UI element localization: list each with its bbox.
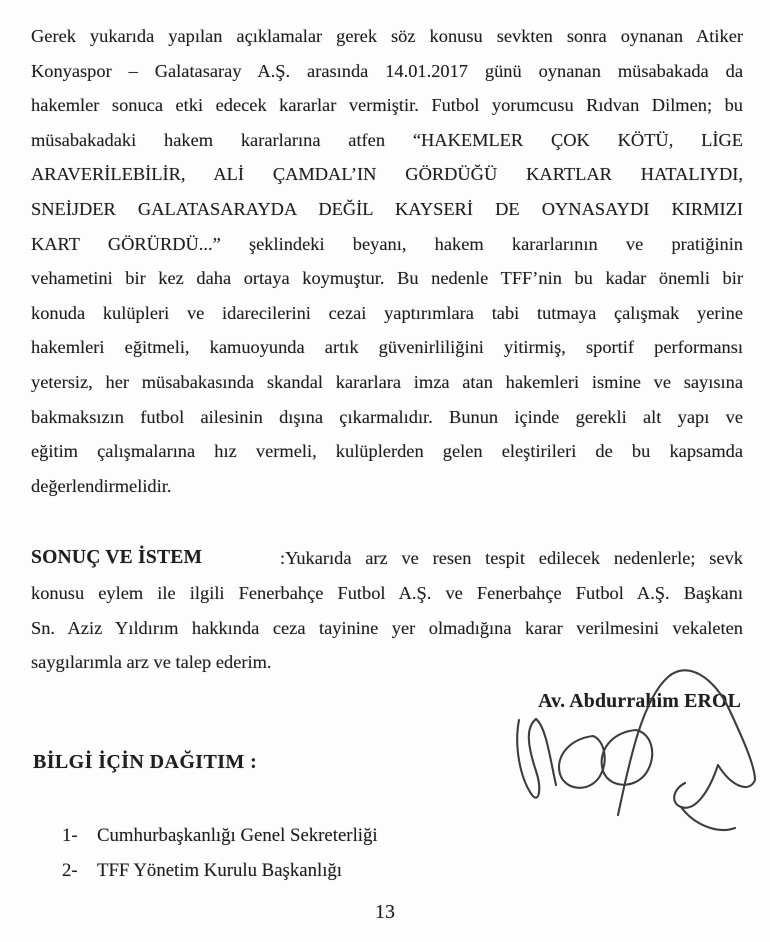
distribution-list [62,818,378,889]
body-text-line: konuda kulüpleri ve idarecilerini cezai yaptırımlara tabi tutmaya çalışmak yerine [31,302,743,323]
list-item [62,818,378,853]
body-text-line: değerlendirmelidir. [31,475,172,496]
list-item-text: TFF Yönetim Kurulu Başkanlığı [97,860,343,882]
body-text-line: bakmaksızın futbol ailesinin dışına çıkarmalıdır. Bunun içinde gerekli alt yapı ve [31,406,743,427]
document-body [31,19,743,718]
body-text-line: Gerek yukarıda yapılan açıklamalar gerek söz konusu sevkten sonra oynanan Atiker [31,26,743,46]
body-text-line: ARAVERİLEBİLİR, ALİ ÇAMDAL’IN GÖRDÜĞÜ KARTLAR HATALIYDI, [31,164,743,185]
page-number: 13 [375,901,395,923]
conclusion-text-line: konusu eylem ile ilgili Fenerbahçe Futbol A.Ş. ve Fenerbahçe Futbol A.Ş. Başkanı [31,582,743,603]
distribution-heading: BİLGİ İÇİN DAĞITIM : [33,751,258,773]
list-item-text: Cumhurbaşkanlığı Genel Sekreterliği [97,825,378,846]
conclusion-first-line [31,541,743,576]
signature-stroke [517,719,556,798]
body-text-line: Konyaspor – Galatasaray A.Ş. arasında 14.01.2017 günü oynanan müsabakada da [31,60,743,81]
body-text-line: hakemler sonuca etki edecek kararlar vermiştir. Futbol yorumcusu Rıdvan Dilmen; bu [31,95,743,116]
body-text-line: KART GÖRÜRDÜ...” şeklindeki beyanı, hakem kararlarının ve pratiğinin [31,233,743,254]
signature-stroke [681,807,735,830]
signature-stroke [618,670,755,815]
signatory-name: Av. Abdurrahim EROL [538,689,741,712]
list-item-number: 2- [62,860,78,882]
body-text-line: vehametini bir kez daha ortaya koymuştur. Bu nedenle TFF’nin bu kadar önemli bir [31,268,743,289]
conclusion-text-line: Sn. Aziz Yıldırım hakkında ceza tayinine yer olmadığına karar verilmesini vekaleten [31,617,743,638]
list-item-number: 1- [62,825,78,846]
conclusion-heading: SONUÇ VE İSTEM [31,547,203,569]
signature-stroke [559,730,652,788]
body-text-line: müsabakadaki hakem kararlarına atfen “HAKEMLER ÇOK KÖTÜ, LİGE [31,129,743,150]
list-item [62,853,378,888]
body-text-line: hakemleri eğitmeli, kamuoyunda artık güvenirliliğini yitirmiş, sportif performansı [31,337,743,358]
body-text-line: yetersiz, her müsabakasında skandal kararlara imza atan hakemleri ismine ve sayısına [31,371,743,392]
body-text-line: SNEİJDER GALATASARAYDA DEĞİL KAYSERİ DE OYNASAYDI KIRMIZI [31,198,743,219]
conclusion-text-line: saygılarımla arz ve talep ederim. [31,652,272,673]
conclusion-text-line: :Yukarıda arz ve resen tespit edilecek nedenlerle; sevk [280,548,743,569]
body-text-line: eğitim çalışmalarına hız vermeli, kulüplerden gelen eleştirileri de bu kapsamda [31,441,743,462]
conclusion-section [31,541,743,679]
signature-scribble [505,662,767,857]
